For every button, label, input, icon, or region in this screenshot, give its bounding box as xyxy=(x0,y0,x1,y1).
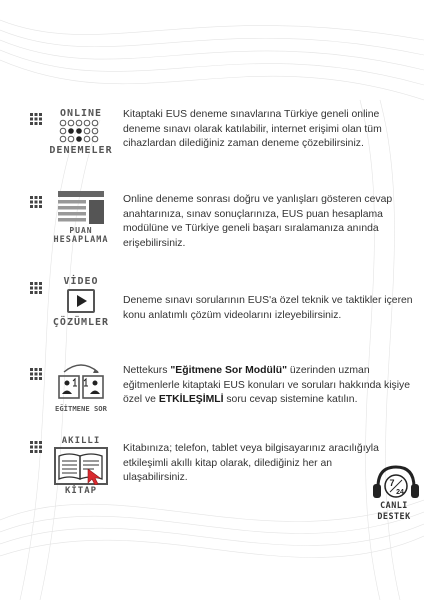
logo-line2: KİTAP xyxy=(64,486,98,496)
grid-bullet-icon xyxy=(30,113,42,125)
support-hours-top: 7 xyxy=(389,478,395,488)
grid-bullet-icon xyxy=(30,282,42,294)
text-part: soru cevap sistemine katılın. xyxy=(223,394,358,406)
ask-instructor-logo xyxy=(48,360,114,413)
feature-online-exams xyxy=(30,108,410,178)
logo-line1: AKILLI xyxy=(61,436,101,446)
logo-line1: EĞİTMENE SOR xyxy=(55,404,107,413)
grid-bullet-icon xyxy=(30,368,42,380)
video-play-icon xyxy=(48,289,114,315)
feature-description: Kitaptaki EUS deneme sınavlarına Türkiye geneli online deneme sınavı olarak katılabilir, internet erişimi olan tüm cihazlardan dilediğiniz zaman deneme çözebilirsiniz. xyxy=(123,109,382,150)
grid-bullet-icon xyxy=(30,196,42,208)
logo-line1: ONLINE xyxy=(59,108,103,119)
logo-line2: DENEMELER xyxy=(49,145,113,156)
logo-line1: VİDEO xyxy=(63,276,99,287)
interactive-bold: ETKİLEŞİMLİ xyxy=(158,394,224,406)
online-exams-logo xyxy=(48,108,114,156)
feature-description: Kitabınıza; telefon, tablet veya bilgisayarınız aracılığıyla etkileşimli akıllı kitap olarak, dilediğiniz her an ulaşabilirsiniz. xyxy=(123,443,379,484)
smart-book-logo xyxy=(48,436,114,496)
logo-line2: HESAPLAMA xyxy=(53,235,109,245)
feature-ask-instructor xyxy=(30,360,410,430)
live-support-line2: DESTEK xyxy=(377,511,411,521)
feature-smart-book xyxy=(30,436,410,506)
live-support-line1: CANLI xyxy=(380,500,408,510)
score-calculator-icon xyxy=(48,190,114,228)
text-part: Nettekurs xyxy=(123,365,171,376)
logo-line1: PUAN xyxy=(69,226,93,235)
smart-book-icon xyxy=(48,447,114,485)
feature-score-calculation xyxy=(30,190,410,260)
feature-description: Online deneme sonrası doğru ve yanlışları gösteren cevap anahtarınıza, sınav sonuçlarınıza, EUS puan hesaplama modülüne ve Türkiye geneli başarı sıralamanıza anında erişebilirsiniz. xyxy=(123,194,393,249)
support-hours-bottom: 24 xyxy=(396,489,404,496)
logo-line2: ÇÖZÜMLER xyxy=(52,317,110,328)
online-exam-dots-icon xyxy=(48,119,114,143)
video-solutions-logo xyxy=(48,276,114,328)
feature-description: Deneme sınavı sorularının EUS'a özel teknik ve taktikler içeren konu anlatımlı çözüm videolarını izleyebilirsiniz. xyxy=(123,295,413,321)
grid-bullet-icon xyxy=(30,441,42,453)
module-name-bold: "Eğitmene Sor Modülü" xyxy=(170,365,288,376)
score-calculation-logo xyxy=(48,190,114,245)
feature-description xyxy=(123,364,413,408)
feature-video-solutions xyxy=(30,276,413,346)
text-part: üzerinden uzman eğitmenlerle kitaptaki EUS konuları ve soruları hakkında kişiye özel ve xyxy=(123,365,411,406)
ask-instructor-icon xyxy=(48,360,114,402)
